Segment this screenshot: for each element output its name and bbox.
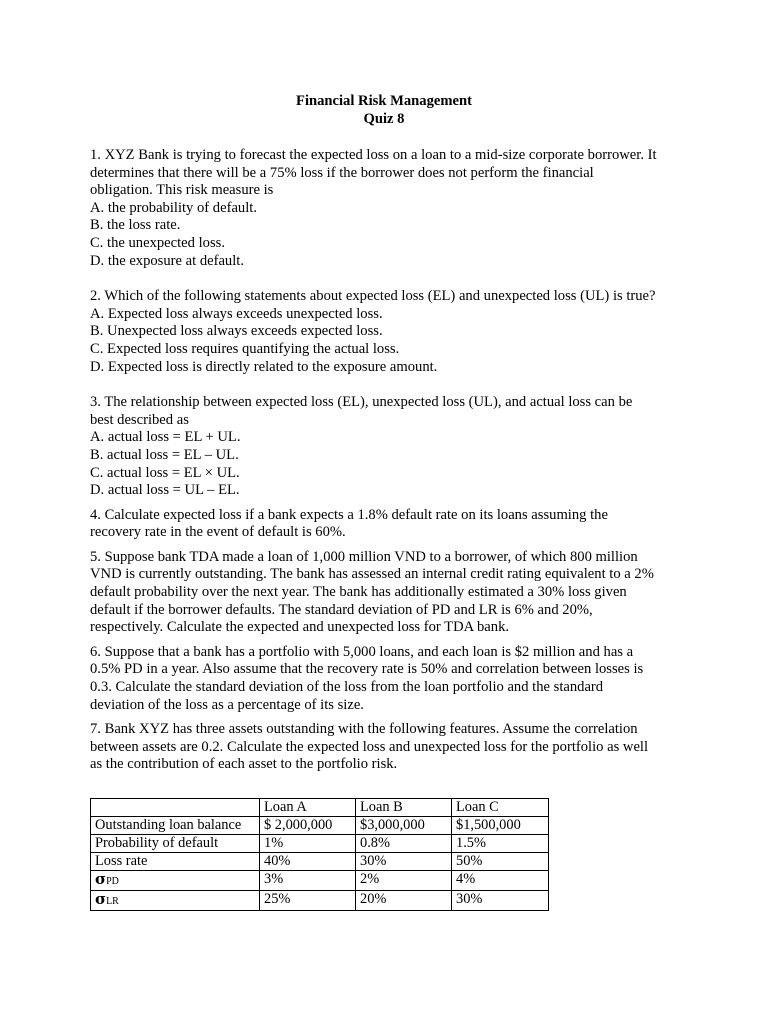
table-row bbox=[91, 891, 549, 911]
table-cell: $3,000,000 bbox=[356, 817, 452, 835]
question-6 bbox=[90, 644, 690, 714]
table-cell: 40% bbox=[260, 853, 356, 871]
answer-option: B. the loss rate. bbox=[90, 217, 181, 234]
sigma-subscript: PD bbox=[106, 876, 119, 887]
row-label: Loss rate bbox=[91, 853, 260, 871]
question-1 bbox=[90, 147, 690, 270]
question-line: default if the borrower defaults. The standard deviation of PD and LR is 6% and 20%, bbox=[90, 601, 593, 618]
question-line: 1. XYZ Bank is trying to forecast the expected loss on a loan to a mid-size corporate borrower. It bbox=[90, 147, 657, 163]
table-cell: 1.5% bbox=[452, 835, 549, 853]
table-cell: 30% bbox=[452, 891, 549, 911]
answer-option: A. Expected loss always exceeds unexpected loss. bbox=[90, 305, 383, 322]
table-header-cell: Loan B bbox=[356, 799, 452, 817]
table-cell: 50% bbox=[452, 853, 549, 871]
question-line: 3. The relationship between expected loss (EL), unexpected loss (UL), and actual loss can be bbox=[90, 394, 633, 411]
question-line: 5. Suppose bank TDA made a loan of 1,000 million VND to a borrower, of which 800 million bbox=[90, 548, 638, 565]
sigma-symbol: σ bbox=[95, 870, 107, 888]
row-label-sigma-lr bbox=[91, 891, 260, 911]
table-cell: 4% bbox=[452, 871, 549, 891]
table-cell: $1,500,000 bbox=[452, 817, 549, 835]
table-row bbox=[91, 817, 549, 835]
answer-option: D. the exposure at default. bbox=[90, 252, 244, 269]
table-row bbox=[91, 871, 549, 891]
question-line: 6. Suppose that a bank has a portfolio with 5,000 loans, and each loan is $2 million and has a bbox=[90, 643, 634, 660]
table-header-row bbox=[91, 799, 549, 817]
question-line: between assets are 0.2. Calculate the expected loss and unexpected loss for the portfolio as well bbox=[90, 738, 649, 755]
table-header-cell bbox=[91, 799, 260, 817]
question-2 bbox=[90, 288, 690, 376]
document-header bbox=[0, 93, 768, 128]
table-cell: 0.8% bbox=[356, 835, 452, 853]
question-line: 0.3. Calculate the standard deviation of the loss from the loan portfolio and the standard bbox=[90, 679, 604, 696]
row-label: Outstanding loan balance bbox=[91, 817, 260, 835]
table-cell: 30% bbox=[356, 853, 452, 871]
answer-option: B. actual loss = EL – UL. bbox=[90, 446, 239, 463]
answer-option: A. actual loss = EL + UL. bbox=[90, 429, 241, 446]
question-4 bbox=[90, 507, 690, 542]
question-line: VND is currently outstanding. The bank has assessed an internal credit rating equivalent to a 2% bbox=[90, 566, 654, 583]
table-row bbox=[91, 835, 549, 853]
question-line: deviation of the loss as a percentage of its size. bbox=[90, 696, 364, 713]
answer-option: C. actual loss = EL × UL. bbox=[90, 464, 240, 481]
table-cell: 25% bbox=[260, 891, 356, 911]
answer-option: A. the probability of default. bbox=[90, 199, 257, 216]
table-cell: 3% bbox=[260, 871, 356, 891]
question-line: respectively. Calculate the expected and unexpected loss for TDA bank. bbox=[90, 619, 510, 636]
document-subtitle: Quiz 8 bbox=[363, 110, 405, 127]
loan-features-table bbox=[90, 798, 549, 911]
questions-body bbox=[90, 147, 690, 774]
table-cell: 2% bbox=[356, 871, 452, 891]
table-header-cell: Loan A bbox=[260, 799, 356, 817]
answer-option: D. actual loss = UL – EL. bbox=[90, 482, 240, 499]
question-line: 2. Which of the following statements about expected loss (EL) and unexpected loss (UL) is true? bbox=[90, 288, 656, 305]
document-title: Financial Risk Management bbox=[296, 93, 472, 109]
row-label: Probability of default bbox=[91, 835, 260, 853]
answer-option: C. the unexpected loss. bbox=[90, 234, 225, 251]
question-line: recovery rate in the event of default is 60%. bbox=[90, 524, 346, 541]
question-line: best described as bbox=[90, 411, 189, 428]
question-7 bbox=[90, 721, 690, 774]
answer-option: B. Unexpected loss always exceeds expected loss. bbox=[90, 323, 383, 340]
answer-option: D. Expected loss is directly related to the exposure amount. bbox=[90, 358, 438, 375]
question-line: 0.5% PD in a year. Also assume that the recovery rate is 50% and correlation between losses is bbox=[90, 661, 644, 678]
table-row bbox=[91, 853, 549, 871]
table-header-cell: Loan C bbox=[452, 799, 549, 817]
answer-option: C. Expected loss requires quantifying the actual loss. bbox=[90, 340, 400, 357]
table-cell: $ 2,000,000 bbox=[260, 817, 356, 835]
sigma-symbol: σ bbox=[95, 890, 107, 908]
table-cell: 20% bbox=[356, 891, 452, 911]
question-5 bbox=[90, 549, 690, 637]
question-3 bbox=[90, 394, 690, 500]
question-line: 4. Calculate expected loss if a bank expects a 1.8% default rate on its loans assuming the bbox=[90, 506, 608, 523]
question-line: obligation. This risk measure is bbox=[90, 182, 274, 199]
question-line: default probability over the next year. The bank has additionally estimated a 30% loss given bbox=[90, 584, 627, 601]
table-cell: 1% bbox=[260, 835, 356, 853]
row-label-sigma-pd bbox=[91, 871, 260, 891]
sigma-subscript: LR bbox=[106, 896, 119, 907]
question-line: as the contribution of each asset to the portfolio risk. bbox=[90, 756, 398, 773]
question-line: determines that there will be a 75% loss if the borrower does not perform the financial bbox=[90, 164, 594, 181]
question-line: 7. Bank XYZ has three assets outstanding with the following features. Assume the correlation bbox=[90, 721, 638, 738]
